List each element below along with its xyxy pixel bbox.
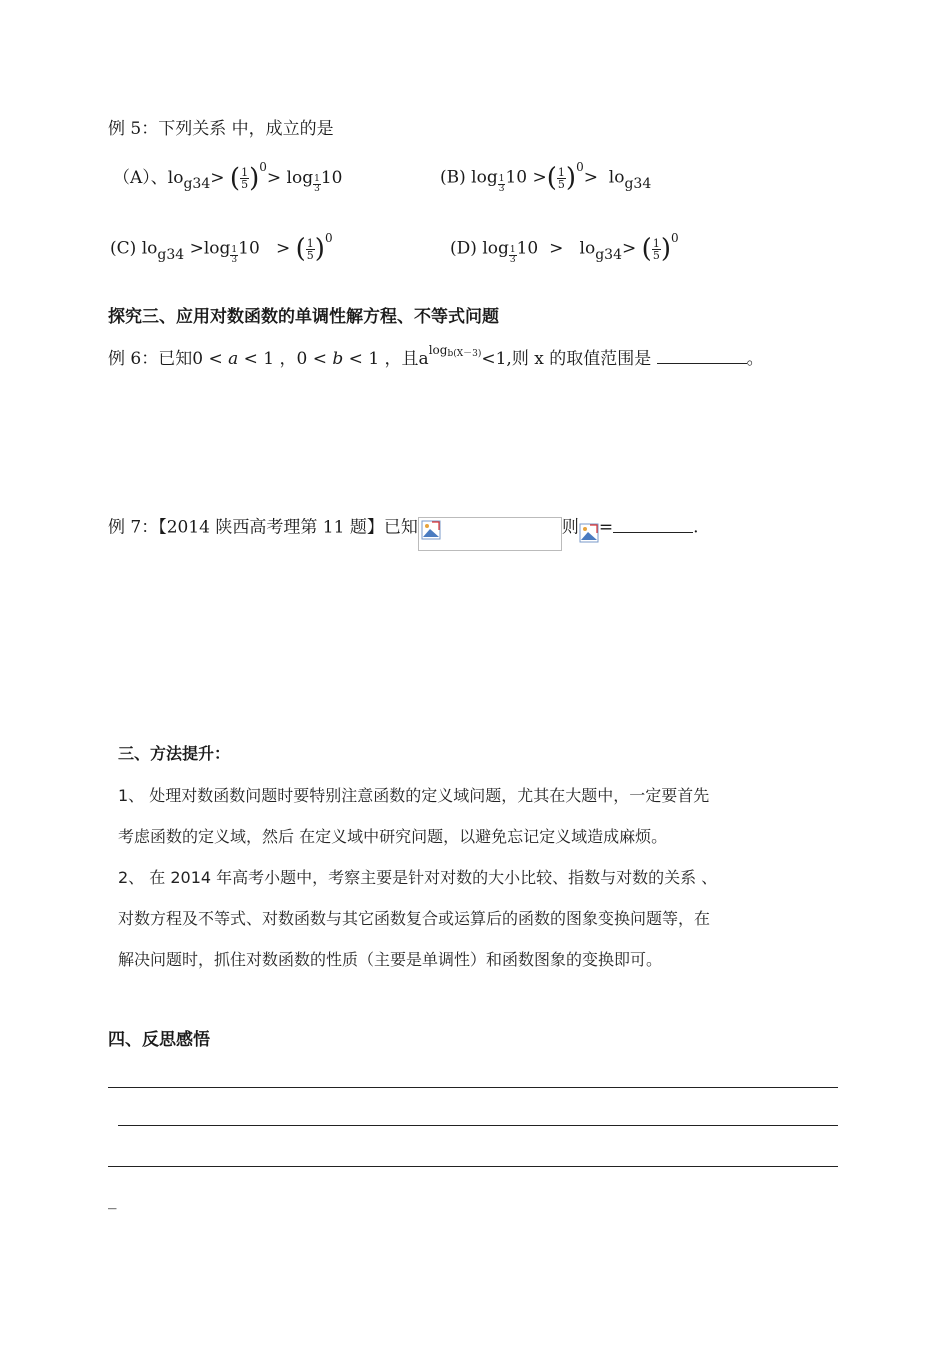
method-p2-line2: 对数方程及不等式、对数函数与其它函数复合或运算后的函数的图象变换问题等，在 bbox=[118, 909, 711, 928]
method-p2-line3: 解决问题时，抓住对数函数的性质（主要是单调性）和函数图象的变换即可。 bbox=[118, 950, 663, 969]
paren-close: ) bbox=[249, 163, 260, 194]
ex6-cond-a: 0 < 𝑎 < 1 bbox=[192, 349, 275, 369]
denominator: 3 bbox=[314, 184, 320, 194]
log-arg: 10 bbox=[238, 238, 260, 259]
broken-image-placeholder bbox=[579, 523, 599, 545]
paren-close: ) bbox=[660, 234, 671, 264]
log-arg: 4 bbox=[642, 175, 652, 192]
option-d-label: (D) bbox=[450, 238, 477, 259]
log-arg: 10 bbox=[516, 238, 539, 259]
ex6-line bbox=[108, 344, 764, 369]
log-base: 3 bbox=[604, 246, 614, 263]
denominator: 3 bbox=[231, 254, 238, 265]
method-p1-line1: 1、 处理对数函数问题时要特别注意函数的定义域问题，尤其在大题中，一定要首先 bbox=[118, 786, 710, 805]
fraction-base bbox=[509, 246, 517, 265]
fraction bbox=[240, 167, 249, 190]
log-arg: 10 bbox=[505, 167, 528, 188]
option-a-label: （A）、 bbox=[113, 168, 168, 188]
log-base: 3 bbox=[166, 246, 176, 263]
fraction bbox=[557, 167, 566, 190]
broken-image-icon bbox=[421, 520, 441, 540]
gt-sign: > bbox=[266, 168, 282, 188]
denominator: 3 bbox=[498, 183, 505, 194]
broken-image-icon bbox=[579, 523, 599, 543]
broken-image-placeholder bbox=[418, 517, 562, 551]
ex6-exponent: log bbox=[428, 343, 448, 357]
exponent: 0 bbox=[259, 160, 267, 174]
gt-sign: > bbox=[583, 167, 598, 188]
ex5-option-a bbox=[113, 160, 343, 194]
log-text: lo bbox=[579, 238, 596, 259]
numerator: 1 bbox=[498, 173, 505, 184]
answer-line-1[interactable] bbox=[108, 1087, 838, 1088]
trailing-dash: _ bbox=[108, 1190, 117, 1210]
denominator: 5 bbox=[241, 178, 249, 191]
gt-sign: > bbox=[532, 167, 547, 188]
numerator: 1 bbox=[306, 236, 314, 250]
answer-line-2[interactable] bbox=[118, 1125, 838, 1126]
log-text: g bbox=[595, 246, 605, 263]
method-p2-line1: 2、 在 2014 年高考小题中，考察主要是针对对数的大小比较、指数与对数的关系 、 bbox=[118, 868, 718, 887]
log-text: lo bbox=[141, 238, 158, 259]
ex5-option-d bbox=[450, 230, 679, 265]
ex6-prefix: 例 6：已知 bbox=[108, 349, 193, 369]
ex7-end: . bbox=[693, 517, 699, 538]
ex7-answer-blank[interactable] bbox=[613, 532, 693, 533]
paren-open: ( bbox=[295, 234, 306, 264]
numerator: 1 bbox=[509, 244, 516, 255]
option-b-label: (B) bbox=[440, 167, 466, 188]
paren-close: ) bbox=[314, 234, 325, 264]
ex6-cond-b: 0 < 𝑏 < 1 bbox=[296, 349, 380, 369]
fraction bbox=[652, 238, 661, 261]
answer-line-3[interactable] bbox=[108, 1166, 838, 1167]
numerator: 1 bbox=[231, 244, 238, 255]
log-text: log bbox=[482, 238, 509, 259]
exponent: 0 bbox=[324, 230, 333, 245]
denominator: 5 bbox=[652, 248, 660, 262]
fraction-base bbox=[230, 246, 238, 265]
numerator: 1 bbox=[557, 165, 565, 179]
gt-sign: > bbox=[622, 238, 637, 259]
log-text: log bbox=[286, 168, 314, 188]
denominator: 3 bbox=[509, 254, 516, 265]
gt-sign: > bbox=[549, 238, 564, 259]
denominator: 5 bbox=[557, 177, 565, 191]
section4-heading: 四、反思感悟 bbox=[108, 1030, 210, 1050]
numerator: 1 bbox=[241, 166, 249, 179]
log-arg: 4 bbox=[613, 246, 623, 263]
log-text: log bbox=[203, 238, 231, 259]
ex6-exponent-sub: b(X－3) bbox=[447, 349, 482, 359]
ex5-option-b bbox=[440, 159, 652, 194]
paren-open: ( bbox=[641, 234, 652, 264]
option-c-label: (C) bbox=[110, 238, 137, 259]
method-p1-line2: 考虑函数的定义域，然后 在定义域中研究问题，以避免忘记定义域造成麻烦。 bbox=[118, 827, 668, 846]
log-base: 3 bbox=[633, 175, 643, 192]
fraction-base bbox=[313, 175, 321, 194]
ex5-option-c bbox=[110, 230, 333, 265]
ex6-sep: ， bbox=[274, 349, 297, 369]
log-arg: 4 bbox=[175, 246, 185, 263]
log-text: g bbox=[183, 176, 193, 192]
ex5-title: 例 5：下列关系 中，成立的是 bbox=[108, 119, 334, 139]
log-text: lo bbox=[167, 168, 184, 188]
numerator: 1 bbox=[314, 174, 320, 184]
log-base: 3 bbox=[192, 176, 202, 192]
paren-open: ( bbox=[229, 163, 241, 194]
log-text: g bbox=[157, 246, 167, 263]
ex6-answer-blank[interactable] bbox=[657, 363, 747, 364]
ex6-end: 。 bbox=[746, 349, 764, 369]
fraction-base bbox=[498, 175, 506, 194]
ex6-sep: ，且a bbox=[379, 349, 429, 369]
log-text: log bbox=[471, 167, 498, 188]
log-arg: 10 bbox=[320, 168, 343, 188]
ex7-prefix: 例 7：【2014 陕西高考理第 11 题】已知 bbox=[108, 517, 418, 538]
log-text: g bbox=[624, 175, 634, 192]
exponent: 0 bbox=[576, 159, 584, 174]
method-heading: 三、方法提升： bbox=[118, 744, 231, 763]
ex7-mid: 则 bbox=[561, 517, 579, 538]
paren-close: ) bbox=[565, 163, 577, 193]
gt-sign: > bbox=[189, 238, 204, 259]
denominator: 5 bbox=[306, 248, 314, 262]
ex7-eq: = bbox=[598, 517, 614, 538]
exponent: 0 bbox=[670, 230, 679, 245]
ex6-tail: <1,则 x 的取值范围是 bbox=[481, 349, 652, 369]
log-arg: 4 bbox=[201, 176, 211, 192]
section3-heading: 探究三、应用对数函数的单调性解方程、不等式问题 bbox=[108, 307, 499, 327]
fraction bbox=[306, 238, 315, 261]
gt-sign: > bbox=[275, 238, 291, 259]
gt-sign: > bbox=[210, 168, 225, 188]
paren-open: ( bbox=[546, 163, 557, 193]
ex7-line bbox=[108, 511, 698, 545]
log-text: lo bbox=[608, 167, 625, 188]
numerator: 1 bbox=[652, 236, 660, 250]
